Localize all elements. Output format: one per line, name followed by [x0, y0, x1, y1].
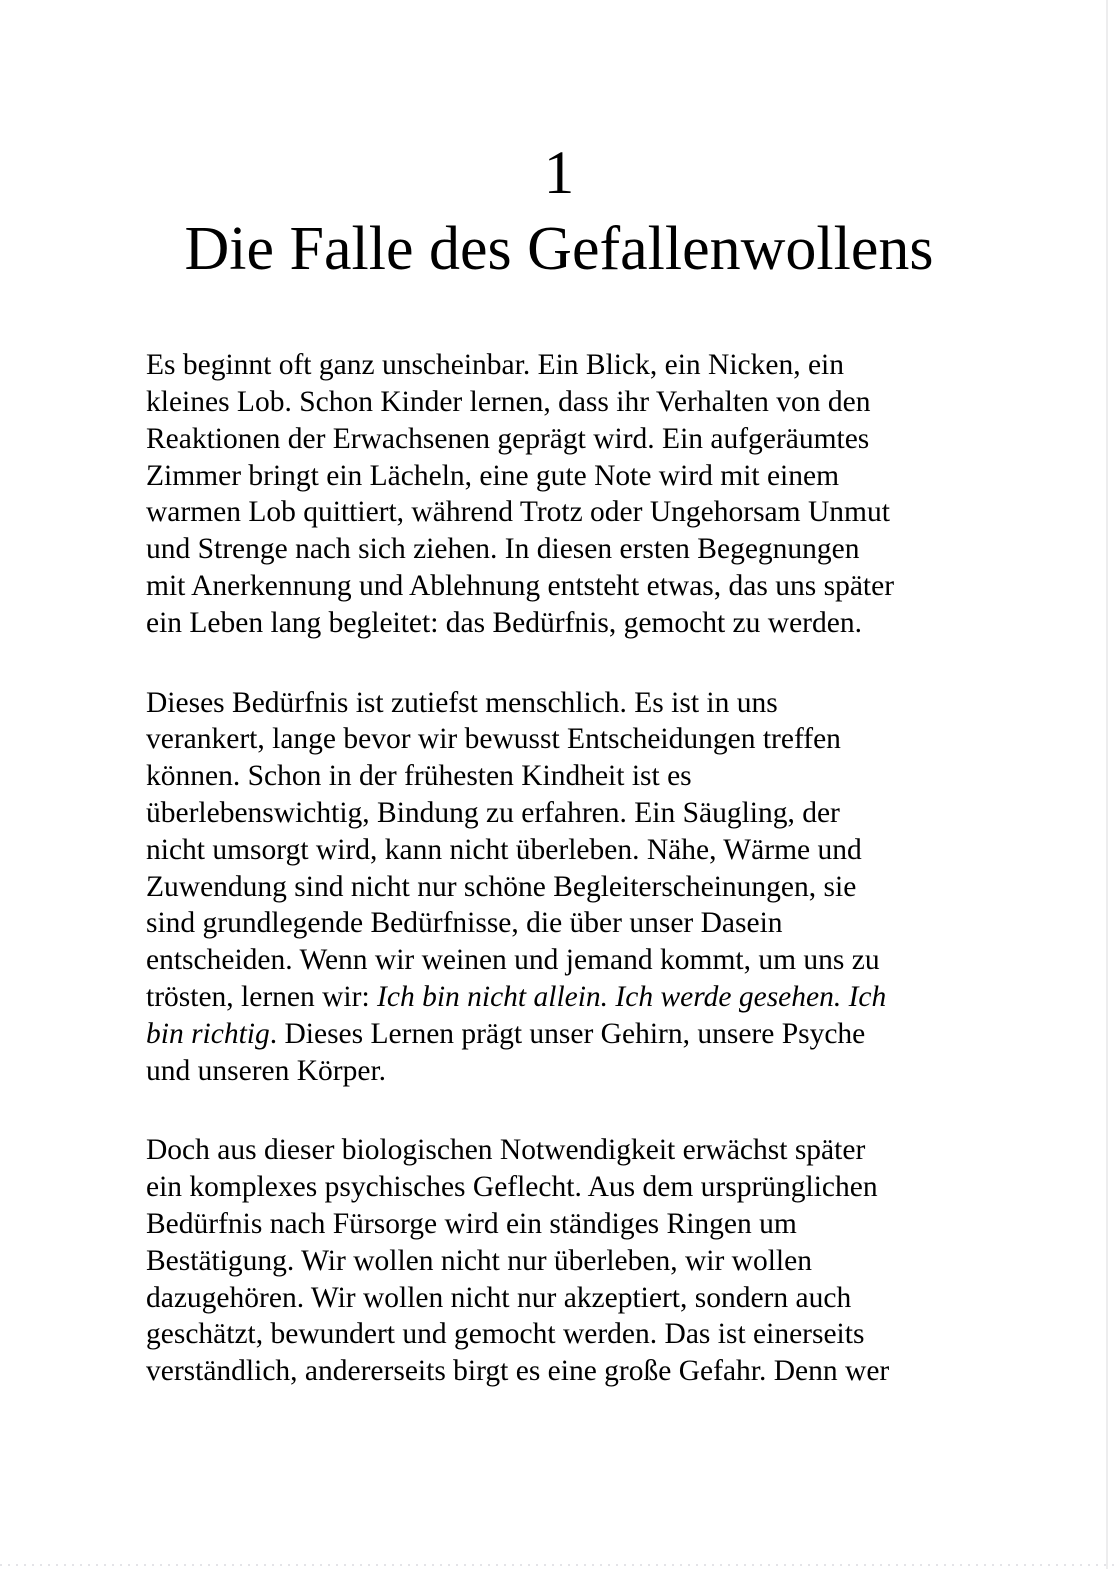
- text-run: Zuwendung sind nicht nur schöne Begleiterscheinungen, sie: [146, 870, 857, 903]
- text-line: [146, 758, 972, 795]
- text-line: [146, 568, 972, 605]
- text-line: [146, 347, 972, 384]
- text-run: Reaktionen der Erwachsenen geprägt wird. Ein aufgeräumtes: [146, 422, 870, 455]
- text-run: mit Anerkennung und Ablehnung entsteht etwas, das uns später: [146, 570, 895, 603]
- text-run: . Dieses Lernen prägt unser Gehirn, unsere Psyche: [269, 1017, 866, 1050]
- text-line: [146, 458, 972, 495]
- text-line: [146, 1169, 972, 1206]
- text-line: [146, 1132, 972, 1169]
- text-line: [146, 1016, 972, 1053]
- text-run: Zimmer bringt ein Lächeln, eine gute Note wird mit einem: [146, 459, 840, 492]
- text-line: [146, 905, 972, 942]
- italic-run: bin richtig: [146, 1017, 270, 1050]
- text-run: verständlich, andererseits birgt es eine große Gefahr. Denn wer: [146, 1355, 890, 1388]
- body-paragraph: [146, 1132, 972, 1390]
- text-run: und Strenge nach sich ziehen. In diesen ersten Begegnungen: [146, 533, 860, 566]
- text-run: kleines Lob. Schon Kinder lernen, dass ihr Verhalten von den: [146, 386, 871, 419]
- text-line: [146, 384, 972, 421]
- text-run: Dieses Bedürfnis ist zutiefst menschlich. Es ist in uns: [146, 686, 778, 719]
- text-run: sind grundlegende Bedürfnisse, die über unser Dasein: [146, 907, 783, 940]
- text-run: entscheiden. Wenn wir weinen und jemand kommt, um uns zu: [146, 944, 880, 977]
- text-run: verankert, lange bevor wir bewusst Entscheidungen treffen: [146, 723, 841, 756]
- text-run: nicht umsorgt wird, kann nicht überleben. Nähe, Wärme und: [146, 833, 862, 866]
- text-run: Es beginnt oft ganz unscheinbar. Ein Blick, ein Nicken, ein: [146, 349, 844, 382]
- text-line: [146, 979, 972, 1016]
- text-line: [146, 1316, 972, 1353]
- page-content: [146, 140, 972, 1390]
- text-line: [146, 1243, 972, 1280]
- chapter-number: 1: [543, 140, 575, 207]
- text-run: Bestätigung. Wir wollen nicht nur überleben, wir wollen: [146, 1244, 812, 1277]
- page-bottom-dashed-line: [0, 1564, 1115, 1566]
- text-run: können. Schon in der frühesten Kindheit ist es: [146, 760, 692, 793]
- text-line: [146, 1206, 972, 1243]
- text-line: [146, 795, 972, 832]
- text-run: trösten, lernen wir:: [146, 981, 378, 1014]
- chapter-title: Die Falle des Gefallenwollens: [184, 215, 934, 284]
- italic-run: Ich bin nicht allein. Ich werde gesehen. Ich: [377, 981, 887, 1014]
- text-run: ein komplexes psychisches Geflecht. Aus dem ursprünglichen: [146, 1171, 878, 1204]
- body-paragraph: [146, 347, 972, 641]
- text-run: dazugehören. Wir wollen nicht nur akzeptiert, sondern auch: [146, 1281, 852, 1314]
- text-run: Doch aus dieser biologischen Notwendigkeit erwächst später: [146, 1134, 866, 1167]
- text-line: [146, 1053, 972, 1090]
- text-line: [146, 721, 972, 758]
- text-line: [146, 494, 972, 531]
- text-run: und unseren Körper.: [146, 1054, 387, 1087]
- body-text: [146, 347, 972, 1390]
- body-paragraph: [146, 685, 972, 1090]
- text-line: [146, 942, 972, 979]
- page-edge-line: [1106, 0, 1108, 1569]
- text-run: überlebenswichtig, Bindung zu erfahren. Ein Säugling, der: [146, 797, 840, 830]
- text-line: [146, 832, 972, 869]
- text-line: [146, 869, 972, 906]
- text-run: warmen Lob quittiert, während Trotz oder Ungehorsam Unmut: [146, 496, 890, 529]
- text-line: [146, 685, 972, 722]
- text-line: [146, 605, 972, 642]
- text-run: geschätzt, bewundert und gemocht werden. Das ist einerseits: [146, 1318, 865, 1351]
- text-line: [146, 421, 972, 458]
- text-run: Bedürfnis nach Fürsorge wird ein ständiges Ringen um: [146, 1208, 797, 1241]
- text-run: ein Leben lang begleitet: das Bedürfnis, gemocht zu werden.: [146, 606, 862, 639]
- text-line: [146, 1280, 972, 1317]
- text-line: [146, 1353, 972, 1390]
- text-line: [146, 531, 972, 568]
